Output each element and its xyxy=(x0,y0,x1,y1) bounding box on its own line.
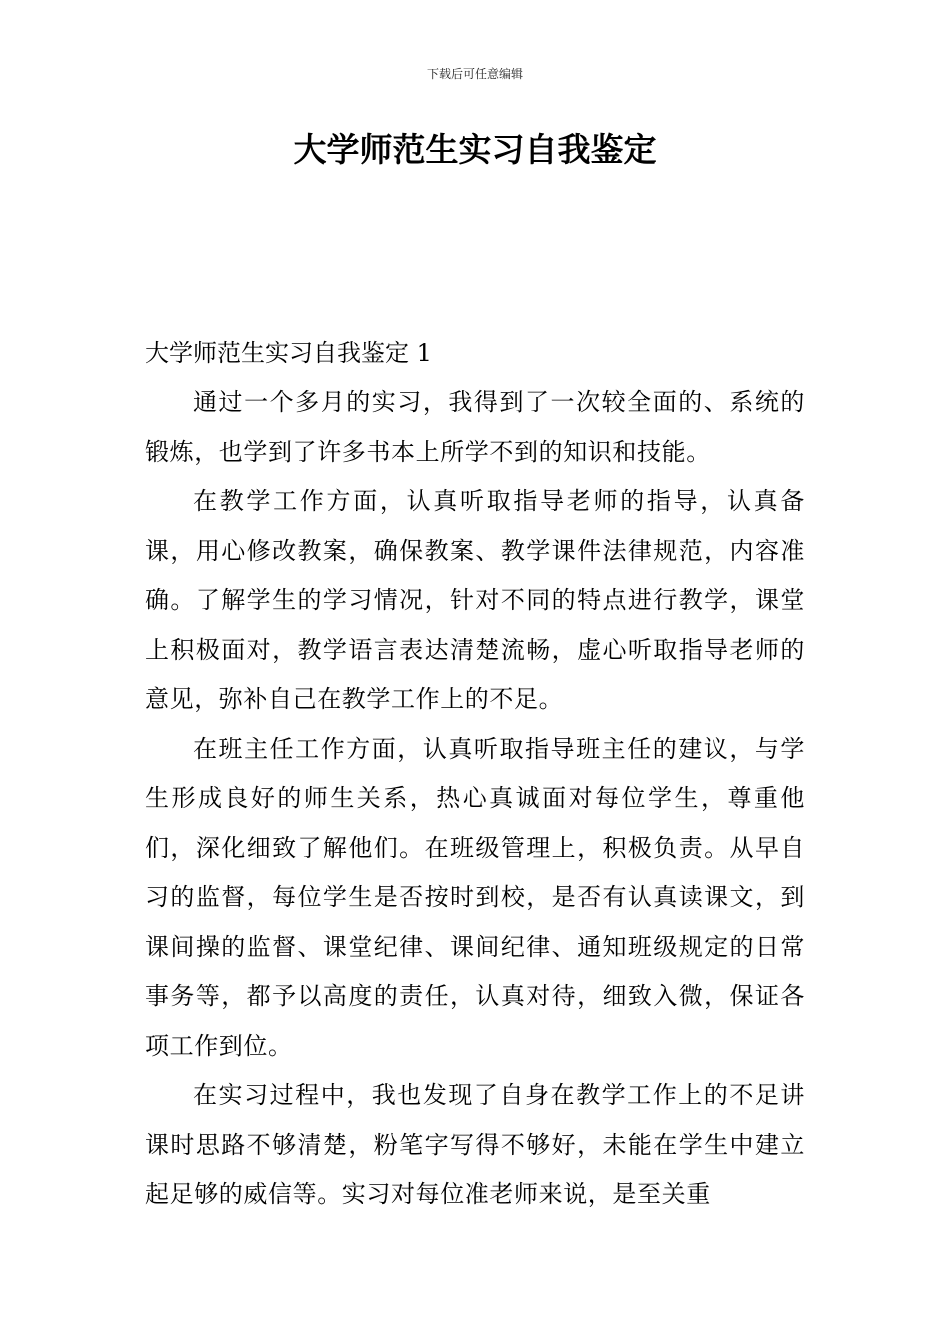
paragraph-3: 在班主任工作方面，认真听取指导班主任的建议，与学生形成良好的师生关系，热心真诚面对每位学生，尊重他们，深化细致了解他们。在班级管理上，积极负责。从早自习的监督，每位学生是否按时到校，是否有认真读课文，到课间操的监督、课堂纪律、课间纪律、通知班级规定的日常事务等，都予以高度的责任，认真对待，细致入微，保证各项工作到位。 xyxy=(145,734,805,1060)
document-body xyxy=(145,329,805,1220)
section-heading: 大学师范生实习自我鉴定 1 xyxy=(145,339,432,367)
paragraph-1: 通过一个多月的实习，我得到了一次较全面的、系统的锻炼，也学到了许多书本上所学不到的知识和技能。 xyxy=(145,388,805,466)
paragraph-2: 在教学工作方面，认真听取指导老师的指导，认真备课，用心修改教案，确保教案、教学课件法律规范，内容准确。了解学生的学习情况，针对不同的特点进行教学，课堂上积极面对，教学语言表达清楚流畅，虚心听取指导老师的意见，弥补自己在教学工作上的不足。 xyxy=(145,487,805,713)
paragraph-4: 在实习过程中，我也发现了自身在教学工作上的不足讲课时思路不够清楚，粉笔字写得不够好，未能在学生中建立起足够的威信等。实习对每位准老师来说，是至关重 xyxy=(145,1081,805,1208)
document-title: 大学师范生实习自我鉴定 xyxy=(293,130,657,169)
header-note: 下载后可任意编辑 xyxy=(426,67,523,81)
